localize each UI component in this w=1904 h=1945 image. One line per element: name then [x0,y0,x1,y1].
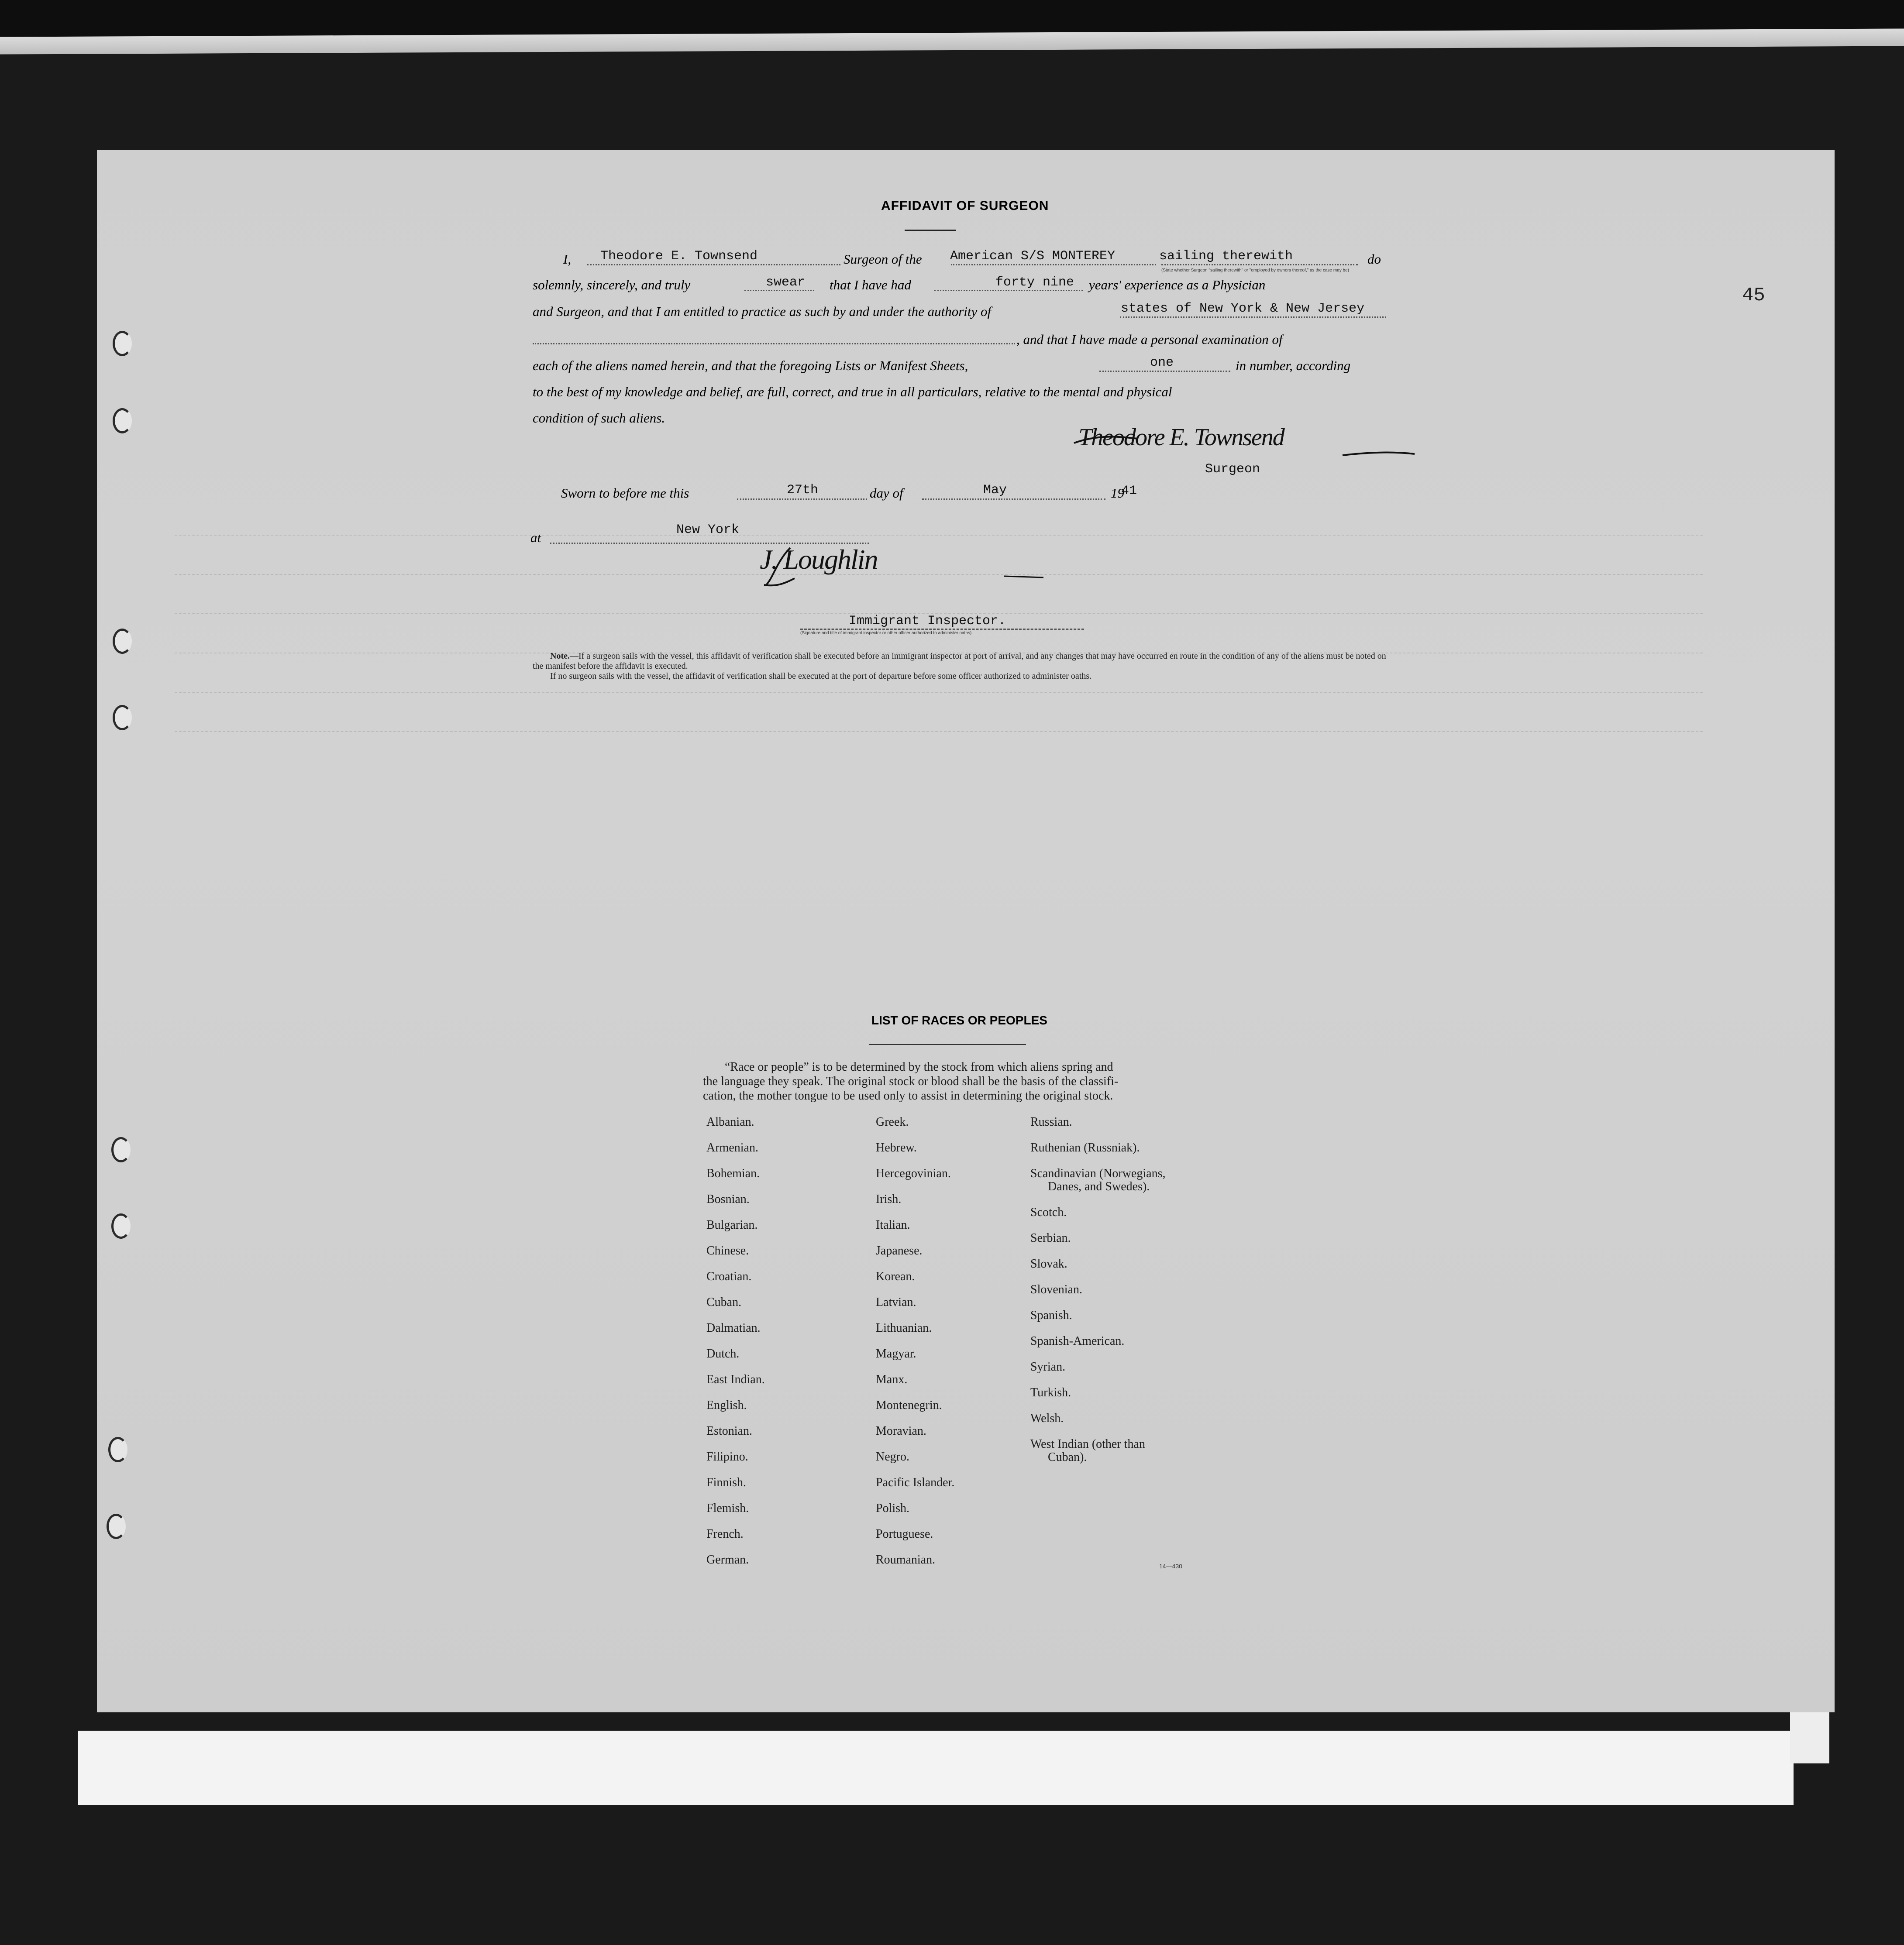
fill-line [533,343,1015,344]
sworn-prefix: Sworn to before me this [561,485,689,501]
binder-hole [111,1137,131,1162]
race-item: English. [706,1399,747,1412]
page-number: 45 [1742,285,1765,306]
line4-suffix: , and that I have made a personal examination of [1016,332,1283,347]
race-item: German. [706,1553,749,1567]
sworn-place: New York [676,522,740,537]
years-experience: forty nine [995,275,1074,290]
race-item: Slovak. [1030,1257,1067,1271]
sworn-day: 27th [787,483,819,498]
line5-suffix: in number, according [1236,358,1351,373]
line6: to the best of my knowledge and belief, are full, correct, and true in all particulars, relative to the mental and physical [533,384,1172,399]
race-item: Dalmatian. [706,1321,761,1335]
manifest-sheet-count: one [1150,355,1174,370]
race-item: Chinese. [706,1244,749,1258]
races-column-1 [706,1116,765,1579]
race-item: Lithuanian. [876,1321,932,1335]
race-item: Estonian. [706,1424,752,1438]
fill-line [922,498,1105,500]
race-item: Cuban. [706,1296,742,1309]
race-item: Slovenian. [1030,1283,1082,1296]
race-item: Scandinavian (Norwegians, [1030,1167,1166,1180]
race-item: French. [706,1527,744,1541]
race-item: Flemish. [706,1502,749,1515]
races-intro [703,1060,1192,1103]
race-item: West Indian (other than [1030,1437,1145,1451]
sailing-status: sailing therewith [1159,249,1293,264]
race-item: Montenegrin. [876,1399,942,1412]
races-title: LIST OF RACES OR PEOPLES [871,1014,1047,1027]
race-item-continued: Danes, and Swedes). [1048,1180,1150,1193]
race-item: Polish. [876,1502,910,1515]
intro-line: cation, the mother tongue to be used only to assist in determining the original stock. [703,1089,1113,1103]
race-item: Welsh. [1030,1412,1064,1425]
affidavit-title: AFFIDAVIT OF SURGEON [881,199,1049,213]
binder-hole [108,1437,127,1462]
race-item: Armenian. [706,1141,758,1155]
race-item: Italian. [876,1218,910,1232]
line3-prefix: and Surgeon, and that I am entitled to practice as such by and under the authority of [533,304,992,319]
sworn-year-prefix: 19 [1111,485,1124,501]
at-prefix: at [530,530,541,545]
inspector-signature: J. Loughlin [760,544,878,575]
line1-suffix: do [1367,251,1381,267]
races-column-2 [876,1116,954,1579]
inspector-note: (Signature and title of immigrant inspector or other officer authorized to administer oaths) [800,631,972,636]
title-rule [905,230,956,231]
race-item: Bulgarian. [706,1218,758,1232]
sailing-note: (State whether Surgeon "sailing therewith" or "employed by owners thereof," as the case may be) [1161,268,1349,273]
surgeon-title: Surgeon [1205,462,1260,477]
fill-line [1120,316,1386,318]
line1-prefix: I, [563,251,572,267]
practice-authority: states of New York & New Jersey [1121,301,1365,316]
race-item: Korean. [876,1270,915,1283]
inspector-title: Immigrant Inspector. [849,614,1006,629]
affidavit-note [533,651,1388,681]
race-item: Irish. [876,1192,902,1206]
binder-hole [113,331,132,356]
vessel-name: American S/S MONTEREY [950,249,1116,264]
fill-line [737,498,867,500]
intro-line: “Race or people” is to be determined by the stock from which aliens spring and [725,1060,1113,1074]
sworn-mid: day of [870,485,903,501]
line5-prefix: each of the aliens named herein, and that the foregoing Lists or Manifest Sheets, [533,358,968,373]
race-item-continued: Cuban). [1048,1450,1087,1464]
race-item: Turkish. [1030,1386,1071,1399]
inspector-signature-flourish [760,543,1048,591]
race-item: Ruthenian (Russniak). [1030,1141,1140,1155]
fill-line [800,629,1084,630]
fill-line [951,264,1156,265]
race-item: Greek. [876,1115,909,1129]
sworn-year: 41 [1121,484,1137,498]
race-item: Pacific Islander. [876,1476,955,1489]
surgeon-signature: Theodore E. Townsend [1078,424,1284,451]
race-item: Finnish. [706,1476,747,1489]
fill-line [934,290,1083,291]
binder-hole [111,1213,131,1239]
race-item: Croatian. [706,1270,752,1283]
form-number: 14—430 [1159,1563,1182,1570]
underlying-page-bottom [78,1731,1794,1805]
line2-mid: that I have had [830,277,911,292]
line7: condition of such aliens. [533,410,665,426]
binder-hole [113,408,132,433]
race-item: Spanish-American. [1030,1334,1125,1348]
race-item: Serbian. [1030,1231,1071,1245]
binder-hole [113,705,132,730]
oath-type: swear [766,275,806,290]
race-item: Japanese. [876,1244,923,1258]
note-text-1: —If a surgeon sails with the vessel, this affidavit of verification shall be executed before an immigrant inspector at port of arrival, and any changes that may have occurred en route in the condition of any of the aliens must be noted on the manifest before the affidavit is executed. [533,651,1386,671]
race-item: Hebrew. [876,1141,917,1155]
line2-prefix: solemnly, sincerely, and truly [533,277,691,292]
race-item: Bohemian. [706,1167,760,1180]
races-rule [869,1044,1026,1045]
line1-mid: Surgeon of the [844,251,922,267]
signature-flourish [1072,430,1417,460]
race-item: Spanish. [1030,1309,1072,1322]
race-item: Negro. [876,1450,909,1464]
note-text-2: If no surgeon sails with the vessel, the affidavit of verification shall be executed at the port of departure before some officer authorized to administer oaths. [550,671,1092,681]
binder-hole [107,1514,126,1539]
race-item: Manx. [876,1373,908,1386]
fill-line [1099,371,1230,372]
fill-line [587,264,840,265]
race-item: Syrian. [1030,1360,1066,1374]
race-item: Filipino. [706,1450,748,1464]
race-item: Roumanian. [876,1553,936,1567]
race-item: Hercegovinian. [876,1167,951,1180]
binder-hole [113,629,132,654]
race-item: Bosnian. [706,1192,750,1206]
sworn-month: May [983,483,1007,498]
races-column-3 [1030,1116,1165,1477]
race-item: East Indian. [706,1373,765,1386]
race-item: Scotch. [1030,1206,1067,1219]
race-item: Dutch. [706,1347,740,1361]
intro-line: the language they speak. The original stock or blood shall be the basis of the classifi- [703,1075,1119,1088]
fill-line [744,290,814,291]
race-item: Magyar. [876,1347,916,1361]
race-item: Latvian. [876,1296,916,1309]
race-item: Portuguese. [876,1527,933,1541]
line2-suffix: years' experience as a Physician [1089,277,1266,292]
note-label: Note. [550,651,570,661]
fill-line [1161,264,1358,265]
race-item: Moravian. [876,1424,926,1438]
surgeon-name: Theodore E. Townsend [600,249,758,264]
race-item: Albanian. [706,1115,754,1129]
race-item: Russian. [1030,1115,1072,1129]
